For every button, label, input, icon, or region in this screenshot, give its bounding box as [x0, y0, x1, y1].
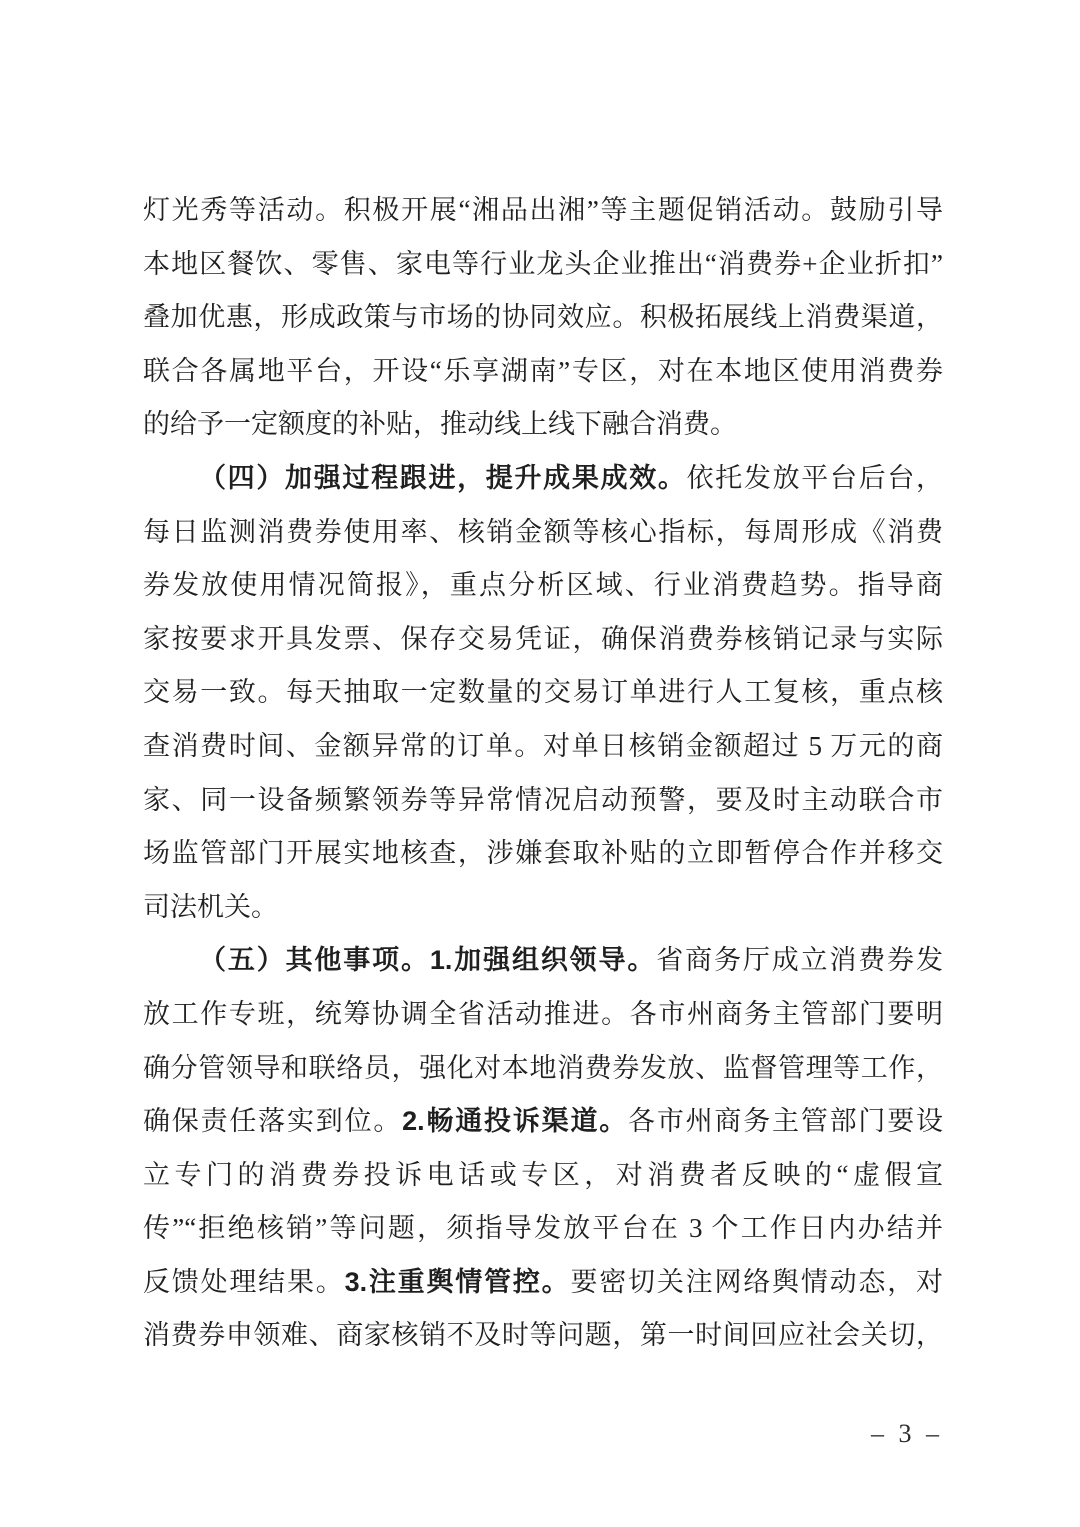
text-line: 本地区餐饮、零售、家电等行业龙头企业推出“消费券+企业折扣” — [143, 248, 943, 279]
text-segment: 省商务厅成立消费券发 — [656, 945, 943, 976]
text-line: 每日监测消费券使用率、核销金额等核心指标，每周形成《消费 — [143, 516, 943, 547]
text-line: 传”“拒绝核销”等问题，须指导发放平台在 3 个工作日内办结并 — [143, 1213, 943, 1244]
text-line: 灯光秀等活动。积极开展“湘品出湘”等主题促销活动。鼓励引导 — [143, 195, 943, 225]
text-segment: 各市州商务主管部门要设 — [628, 1106, 943, 1137]
subitem-1-heading: 1.加强组织领导。 — [429, 945, 657, 976]
text-segment: 确保责任落实到位。 — [143, 1106, 403, 1137]
text-line — [143, 1095, 943, 1149]
text-line: 券发放使用情况简报》，重点分析区域、行业消费趋势。指导商 — [143, 570, 943, 601]
text-line: 联合各属地平台，开设“乐享湖南”专区，对在本地区使用消费券 — [143, 355, 943, 386]
text-line — [143, 452, 943, 506]
text-line: 家按要求开具发票、保存交易凭证，确保消费券核销记录与实际 — [143, 623, 943, 654]
text-line: 放工作专班，统筹协调全省活动推进。各市州商务主管部门要明 — [143, 998, 943, 1029]
text-line — [143, 1256, 943, 1310]
text-line — [143, 934, 943, 988]
section-5-heading: （五）其他事项。 — [199, 945, 430, 976]
text-line: 消费券申领难、商家核销不及时等问题，第一时间回应社会关切， — [143, 1320, 943, 1351]
page-number: – 3 – — [871, 1419, 943, 1448]
text-line: 立专门的消费券投诉电话或专区，对消费者反映的“虚假宣 — [143, 1159, 943, 1190]
section-4-heading: （四）加强过程跟进，提升成果成效。 — [199, 462, 687, 493]
text-line: 场监管部门开展实地核查，涉嫌套取补贴的立即暂停合作并移交 — [143, 838, 943, 869]
text-line: 确分管领导和联络员，强化对本地消费券发放、监督管理等工作， — [143, 1052, 943, 1083]
document-body — [143, 184, 943, 1363]
text-line: 查消费时间、金额异常的订单。对单日核销金额超过 5 万元的商 — [143, 730, 943, 761]
text-line: 交易一致。每天抽取一定数量的交易订单进行人工复核，重点核 — [143, 677, 943, 708]
text-line: 叠加优惠，形成政策与市场的协同效应。积极拓展线上消费渠道， — [143, 302, 943, 333]
subitem-2-heading: 2.畅通投诉渠道。 — [402, 1106, 629, 1137]
text-line: 家、同一设备频繁领券等异常情况启动预警，要及时主动联合市 — [143, 784, 943, 815]
text-segment: 反馈处理结果。 — [143, 1266, 345, 1297]
text-line: 司法机关。 — [143, 891, 278, 922]
text-line: 的给予一定额度的补贴，推动线上线下融合消费。 — [143, 409, 737, 440]
text-segment: 依托发放平台后台， — [686, 462, 943, 493]
subitem-3-heading: 3.注重舆情管控。 — [344, 1266, 571, 1297]
text-segment: 要密切关注网络舆情动态，对 — [570, 1266, 943, 1297]
